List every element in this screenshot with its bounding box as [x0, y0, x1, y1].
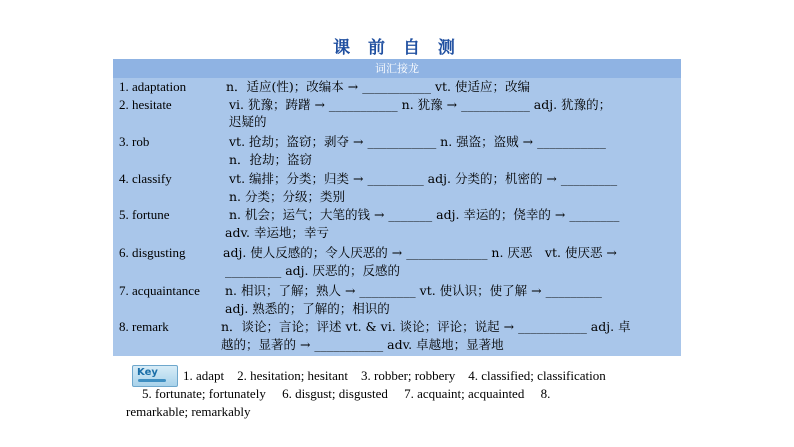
key-label: Key: [137, 367, 158, 378]
vocab-word: 8. remark: [119, 319, 169, 334]
vocab-definition-cont: _________ adj. 厌恶的；反感的: [225, 263, 401, 278]
vocab-item: [113, 171, 681, 205]
vocab-definition: n. 机会；运气；大笔的钱 → _______ adj. 幸运的；侥幸的 → ________: [229, 207, 620, 222]
vocab-word: 6. disgusting: [119, 245, 186, 260]
vocab-definition-cont: 越的；显著的 → ___________ adv. 卓越地；显著地: [221, 337, 504, 352]
key-stem-shape: [138, 379, 166, 382]
vocab-item: [113, 245, 681, 279]
vocab-definition-cont: n．抢劫；盗窃: [229, 152, 313, 167]
vocab-word: 5. fortune: [119, 207, 170, 222]
vocab-item: [113, 319, 681, 353]
vocab-definition: adj. 使人反感的；令人厌恶的 → _____________ n. 厌恶 vt. 使厌恶 →: [223, 245, 617, 260]
vocab-item: [113, 134, 681, 168]
vocab-definition: n．适应(性)；改编本 → ___________ vt. 使适应；改编: [226, 79, 530, 94]
vocab-word: 7. acquaintance: [119, 283, 200, 298]
vocab-definition-cont: 迟疑的: [229, 114, 267, 129]
answer-line-3: remarkable; remarkably: [126, 404, 251, 419]
vocab-definition: n．谈论；言论；评述 vt. & vi. 谈论；评论；说起 → ___________ adj. 卓: [221, 319, 631, 334]
vocab-item: [113, 79, 681, 97]
vocab-definition-cont: adj. 熟悉的；了解的；相识的: [225, 301, 390, 316]
vocab-item: [113, 283, 681, 317]
vocab-definition: vi. 犹豫；踌躇 → ___________ n. 犹豫 → ___________ adj. 犹豫的；: [229, 97, 612, 112]
vocab-word: 2. hesitate: [119, 97, 172, 112]
key-icon: [132, 365, 178, 387]
vocab-word: 1. adaptation: [119, 79, 187, 94]
vocab-item: [113, 97, 681, 131]
vocab-definition-cont: adv. 幸运地；幸亏: [225, 225, 329, 240]
vocab-word: 4. classify: [119, 171, 172, 186]
answer-line-1: 1. adapt 2. hesitation; hesitant 3. robber; robbery 4. classified; classification: [183, 368, 606, 383]
vocab-definition: vt. 抢劫；盗窃；剥夺 → ___________ n. 强盗；盗贼 → ___________: [229, 134, 606, 149]
vocab-word: 3. rob: [119, 134, 150, 149]
vocab-item: [113, 207, 681, 241]
answer-line-2: 5. fortunate; fortunately 6. disgust; disgusted 7. acquaint; acquainted 8.: [142, 386, 551, 401]
page-title: 课 前 自 测: [333, 38, 461, 58]
vocab-definition: vt. 编排；分类；归类 → _________ adj. 分类的；机密的 → _________: [229, 171, 618, 186]
vocab-definition-cont: n. 分类；分级；类别: [229, 189, 345, 204]
vocab-definition: n. 相识；了解；熟人 → _________ vt. 使认识；使了解 → _________: [225, 283, 602, 298]
vocabulary-panel: [113, 59, 681, 356]
section-header: 词汇接龙: [113, 59, 681, 78]
